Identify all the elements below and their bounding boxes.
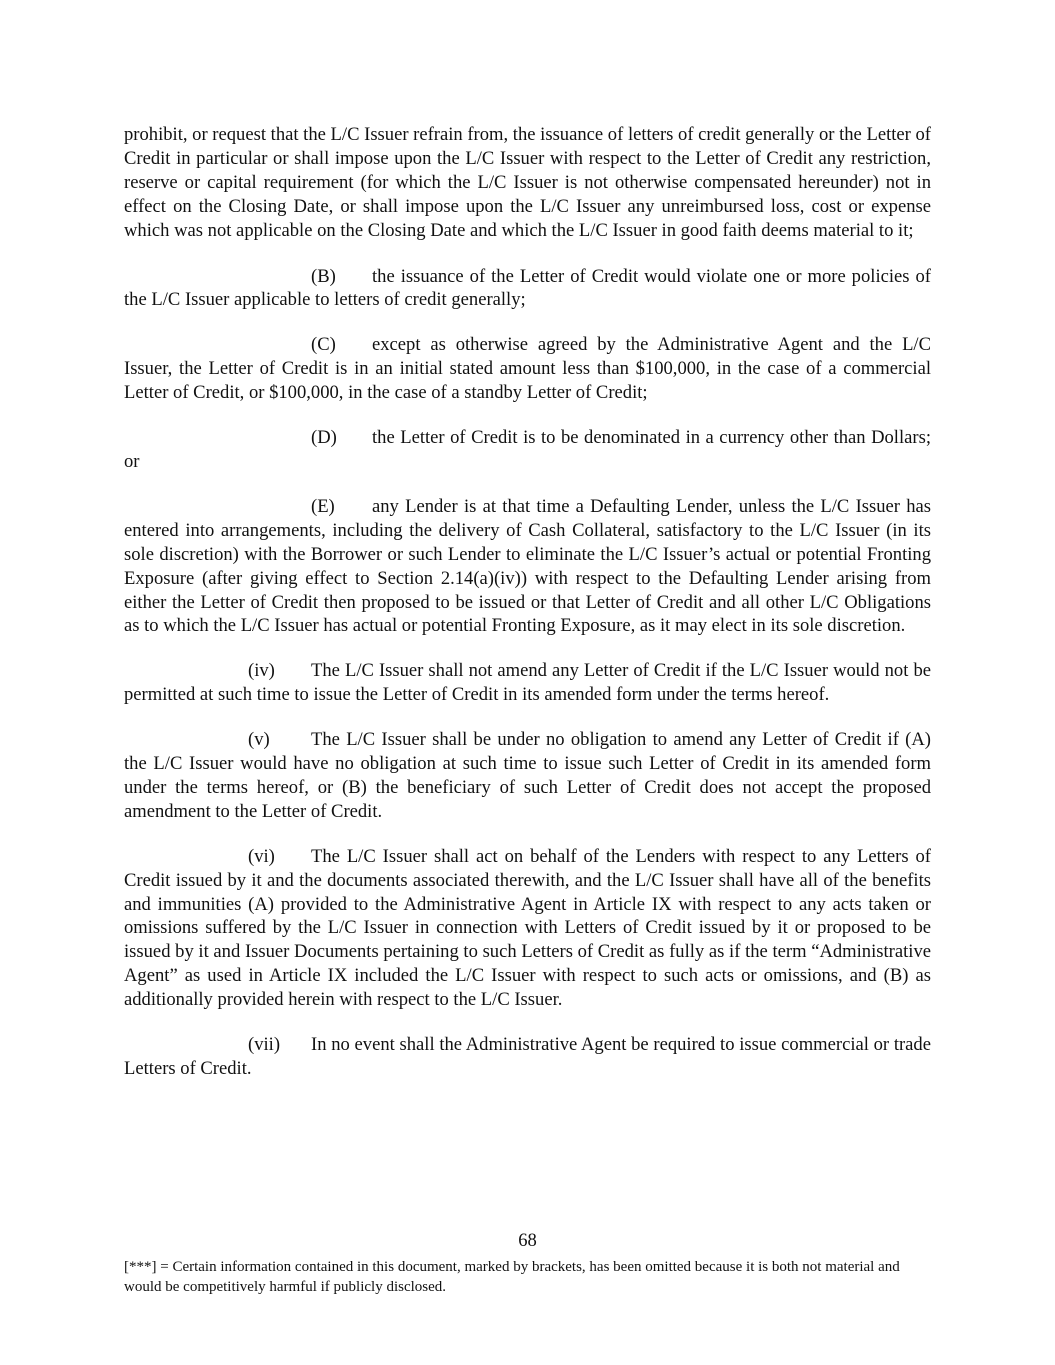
footnote: [***] = Certain information contained in this document, marked by brackets, has been omitted because it is both not material and would be competitively harmful if publicly disclosed. (124, 1259, 900, 1295)
clause-vii (124, 1033, 931, 1081)
clause-label: (vii) (248, 1034, 281, 1056)
clause-text: The L/C Issuer shall act on behalf of the Lenders with respect to any Letters of Credit issued by it and the documents associated therewith, and the L/C Issuer shall have all of the benefits and immunities (A) provided to the Administrative Agent in Article IX with respect to any acts taken or omissions suffered by the L/C Issuer in connection with Letters of Credit issued by it or proposed to be issued by it and Issuer Documents pertaining to such Letters of Credit as fully as if the term “Administrative Agent” as used in Article IX included the L/C Issuer with respect to such acts or omissions, and (B) as additionally provided herein with respect to the L/C Issuer. (124, 845, 931, 1011)
clause-label: (v) (248, 729, 270, 751)
clause-text: the issuance of the Letter of Credit would violate one or more policies of the L/C Issuer applicable to letters of credit generally; (124, 265, 931, 311)
clause-label: (E) (311, 495, 335, 517)
clause-label: (B) (311, 265, 336, 287)
clause-v (124, 728, 931, 824)
clause-label: (iv) (248, 660, 275, 682)
clause-text: any Lender is at that time a Defaulting Lender, unless the L/C Issuer has entered into arrangements, including the delivery of Cash Collateral, satisfactory to the L/C Issuer (in its sole discretion) with the Borrower or such Lender to eliminate the L/C Issuer’s actual or potential Fronting Exposure (after giving effect to Section 2.14(a)(iv)) with respect to the Defaulting Lender arising from either the Letter of Credit then proposed to be issued or that Letter of Credit and all other L/C Obligations as to which the L/C Issuer has actual or potential Fronting Exposure, as it may elect in its sole discretion. (124, 495, 931, 637)
clause-B (124, 265, 931, 313)
clause-label: (D) (311, 427, 337, 449)
clause-vi (124, 845, 931, 1012)
document-body (124, 123, 931, 1102)
clause-text: The L/C Issuer shall be under no obligation to amend any Letter of Credit if (A) the L/C Issuer would have no obligation at such time to issue such Letter of Credit in its amended form under the terms hereof, or (B) the beneficiary of such Letter of Credit does not accept the proposed amendment to the Letter of Credit. (124, 729, 931, 822)
clause-C (124, 333, 931, 405)
clause-label: (C) (311, 334, 336, 356)
clause-text: In no event shall the Administrative Agent be required to issue commercial or trade Letters of Credit. (124, 1034, 931, 1079)
clause-label: (vi) (248, 845, 275, 867)
clause-text: The L/C Issuer shall not amend any Letter of Credit if the L/C Issuer would not be permitted at such time to issue the Letter of Credit in its amended form under the terms hereof. (124, 660, 931, 706)
page-number: 68 (518, 1230, 537, 1251)
clause-text: the Letter of Credit is to be denominated in a currency other than Dollars; or (124, 427, 931, 472)
clause-E (124, 495, 931, 638)
clause-text: except as otherwise agreed by the Administrative Agent and the L/C Issuer, the Letter of Credit is in an initial stated amount less than $100,000, in the case of a commercial Letter of Credit, or $100,000, in the case of a standby Letter of Credit; (124, 334, 931, 404)
clause-iv (124, 659, 931, 707)
paragraph-continuation (124, 123, 931, 243)
clause-D (124, 426, 931, 474)
paragraph-text: prohibit, or request that the L/C Issuer refrain from, the issuance of letters of credit generally or the Letter of Credit in particular or shall impose upon the L/C Issuer with respect to the Letter of Credit any restriction, reserve or capital requirement (for which the L/C Issuer is not otherwise compensated hereunder) not in effect on the Closing Date, or shall impose upon the L/C Issuer any unreimbursed loss, cost or expense which was not applicable on the Closing Date and which the L/C Issuer in good faith deems material to it; (124, 124, 931, 241)
